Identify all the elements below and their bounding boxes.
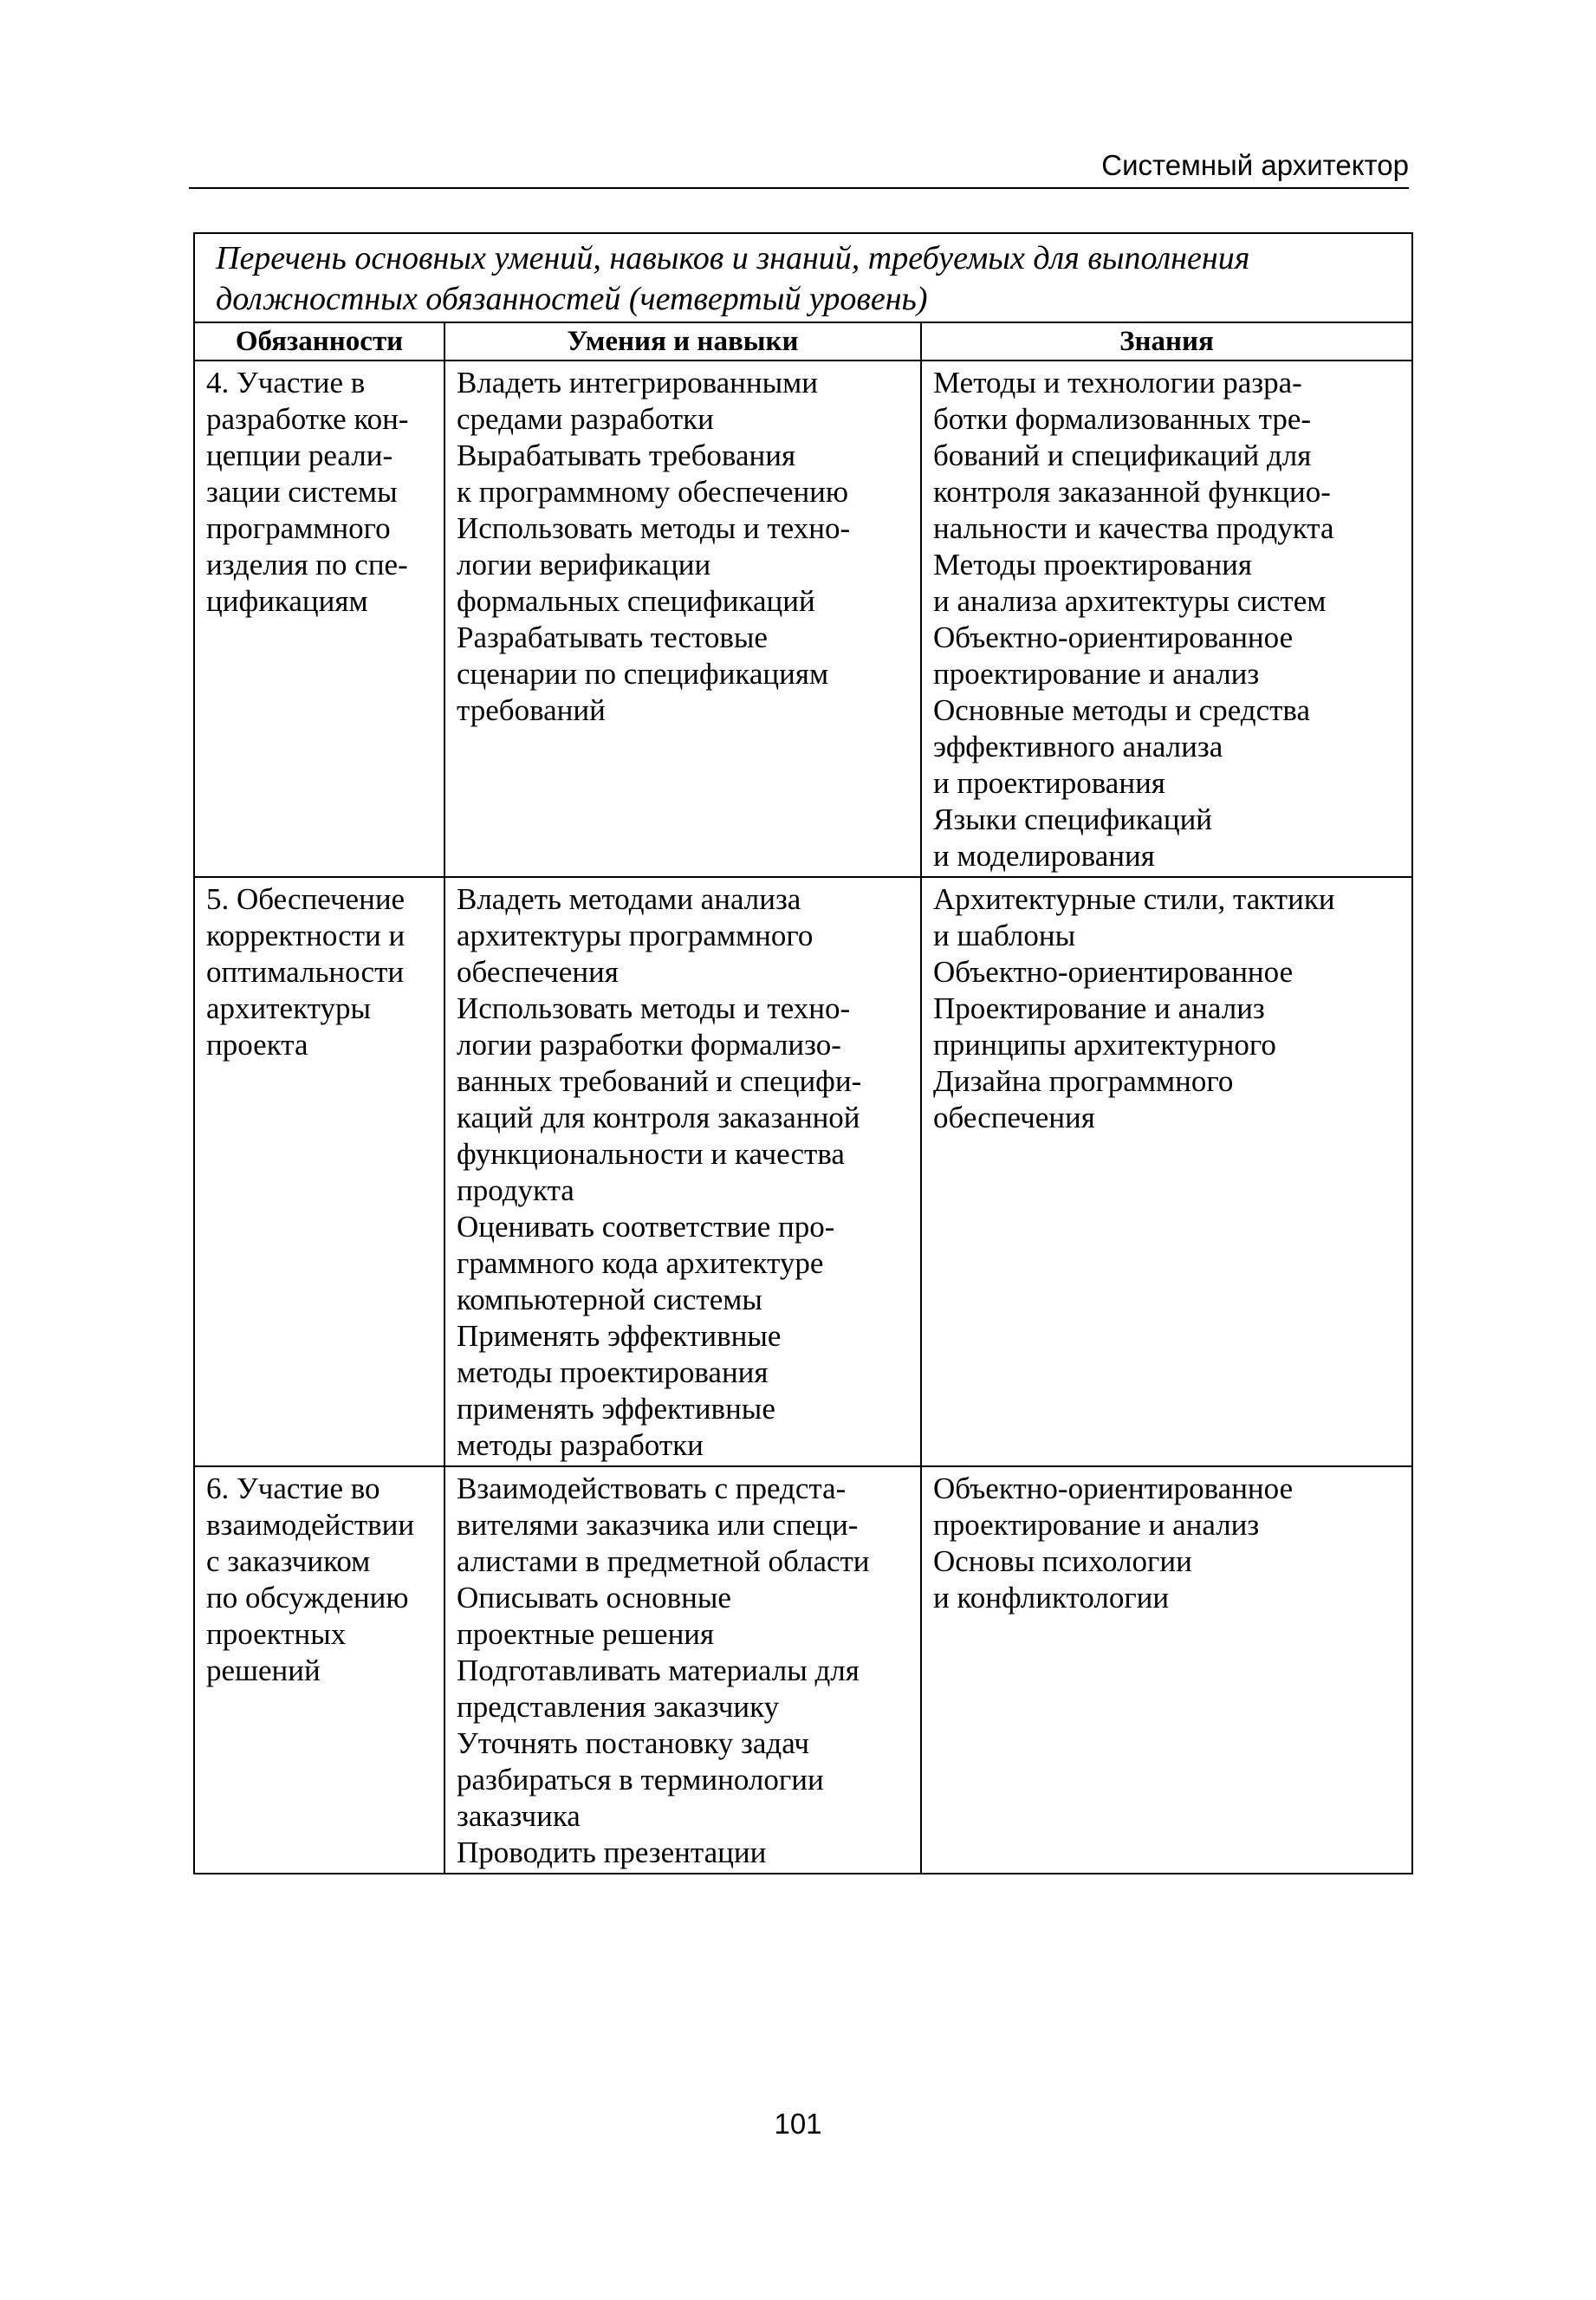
caption-row	[194, 233, 1412, 322]
column-header-knowledge: Знания	[921, 322, 1412, 361]
text-line: Владеть методами анализа	[457, 882, 801, 916]
text-line: Объектно-ориентированное	[933, 620, 1294, 654]
text-line: средами разработки	[457, 402, 714, 436]
text-line: проектирование и анализ	[933, 1508, 1260, 1542]
text-line: методы разработки	[457, 1428, 704, 1462]
text-line: 5. Обеспечение	[206, 882, 405, 916]
text-line: ванных требований и специфи-	[457, 1064, 862, 1098]
text-line: компьютерной системы	[457, 1283, 762, 1316]
text-line: требований	[457, 693, 606, 727]
text-line: Объектно-ориентированное	[933, 1472, 1294, 1505]
text-line: проектных	[206, 1617, 347, 1651]
text-line: граммного кода архитектуре	[457, 1246, 824, 1280]
text-line: архитектуры программного	[457, 919, 814, 952]
text-line: Взаимодействовать с предста-	[457, 1472, 847, 1505]
text-line: формальных спецификаций	[457, 584, 815, 618]
text-line: проектирование и анализ	[933, 657, 1260, 691]
skills-cell	[444, 1466, 921, 1874]
text-line: 6. Участие во	[206, 1472, 380, 1505]
text-line: Описывать основные	[457, 1581, 731, 1615]
text-line: Уточнять постановку задач	[457, 1726, 809, 1760]
text-line: и моделирования	[933, 839, 1155, 873]
text-line: цепции реали-	[206, 439, 393, 472]
text-line: проекта	[206, 1028, 308, 1062]
text-line: контроля заказанной функцио-	[933, 475, 1331, 509]
text-line: Использовать методы и техно-	[457, 511, 851, 545]
text-line: принципы архитектурного	[933, 1028, 1276, 1062]
text-line: изделия по спе-	[206, 548, 408, 581]
duty-cell	[194, 361, 444, 877]
text-line: решений	[206, 1654, 321, 1687]
running-title: Системный архитектор	[1101, 149, 1409, 181]
text-line: 4. Участие в	[206, 366, 366, 400]
running-header	[189, 149, 1409, 189]
text-line: и проектирования	[933, 766, 1165, 800]
text-line: логии верификации	[457, 548, 711, 581]
text-line: Основы психологии	[933, 1544, 1192, 1578]
knowledge-cell	[921, 1466, 1412, 1874]
text-line: архитектуры	[206, 991, 371, 1025]
text-line: методы проектирования	[457, 1355, 769, 1389]
text-line: заказчика	[457, 1799, 581, 1833]
column-header-duties: Обязанности	[194, 322, 444, 361]
text-line: разработке кон-	[206, 402, 409, 436]
text-line: вителями заказчика или специ-	[457, 1508, 859, 1542]
text-line: Основные методы и средства	[933, 693, 1311, 727]
text-line: взаимодействии	[206, 1508, 415, 1542]
text-line: эффективного анализа	[933, 730, 1223, 763]
column-header-skills: Умения и навыки	[444, 322, 921, 361]
duties-table	[193, 232, 1413, 1874]
text-line: ботки формализованных тре-	[933, 402, 1312, 436]
page-number: 101	[774, 2108, 822, 2140]
duty-cell	[194, 877, 444, 1466]
text-line: Языки спецификаций	[933, 802, 1213, 836]
text-line: Проводить презентации	[457, 1835, 767, 1869]
text-line: и конфликтологии	[933, 1581, 1170, 1615]
text-line: к программному обеспечению	[457, 475, 849, 509]
text-line: обеспечения	[457, 955, 619, 989]
text-line: обеспечения	[933, 1101, 1095, 1134]
text-line: зации системы	[206, 475, 398, 509]
text-line: цификациям	[206, 584, 368, 618]
knowledge-cell	[921, 877, 1412, 1466]
table-row	[194, 877, 1412, 1466]
text-line: корректности и	[206, 919, 405, 952]
text-line: Методы и технологии разра-	[933, 366, 1302, 400]
text-line: алистами в предметной области	[457, 1544, 870, 1578]
text-line: разбираться в терминологии	[457, 1763, 824, 1796]
knowledge-cell	[921, 361, 1412, 877]
text-line: и анализа архитектуры систем	[933, 584, 1327, 618]
text-line: по обсуждению	[206, 1581, 409, 1615]
text-line: оптимальности	[206, 955, 405, 989]
text-line: Подготавливать материалы для	[457, 1654, 860, 1687]
table-caption	[194, 233, 1412, 322]
text-line: Разрабатывать тестовые	[457, 620, 768, 654]
table-body	[194, 233, 1412, 1874]
text-line: бований и спецификаций для	[933, 439, 1312, 472]
header-row	[194, 322, 1412, 361]
table-row	[194, 361, 1412, 877]
text-line: Перечень основных умений, навыков и знаний, требуемых для выполнения	[216, 240, 1250, 276]
text-line: проектные решения	[457, 1617, 715, 1651]
text-line: Вырабатывать требования	[457, 439, 796, 472]
text-line: программного	[206, 511, 391, 545]
text-line: Владеть интегрированными	[457, 366, 819, 400]
text-line: Использовать методы и техно-	[457, 991, 851, 1025]
text-line: функциональности и качества	[457, 1137, 845, 1171]
duty-cell	[194, 1466, 444, 1874]
text-line: продукта	[457, 1173, 574, 1207]
skills-cell	[444, 361, 921, 877]
text-line: Дизайна программного	[933, 1064, 1234, 1098]
text-line: Проектирование и анализ	[933, 991, 1265, 1025]
text-line: применять эффективные	[457, 1392, 775, 1426]
table-row	[194, 1466, 1412, 1874]
text-line: сценарии по спецификациям	[457, 657, 829, 691]
text-line: нальности и качества продукта	[933, 511, 1334, 545]
text-line: Применять эффективные	[457, 1319, 782, 1353]
skills-cell	[444, 877, 921, 1466]
text-line: Методы проектирования	[933, 548, 1253, 581]
text-line: каций для контроля заказанной	[457, 1101, 860, 1134]
text-line: и шаблоны	[933, 919, 1076, 952]
text-line: Объектно-ориентированное	[933, 955, 1294, 989]
text-line: с заказчиком	[206, 1544, 371, 1578]
text-line: логии разработки формализо-	[457, 1028, 841, 1062]
text-line: Архитектурные стили, тактики	[933, 882, 1335, 916]
text-line: представления заказчику	[457, 1690, 780, 1724]
text-line: должностных обязанностей (четвертый уровень)	[216, 281, 928, 317]
text-line: Оценивать соответствие про-	[457, 1210, 835, 1244]
